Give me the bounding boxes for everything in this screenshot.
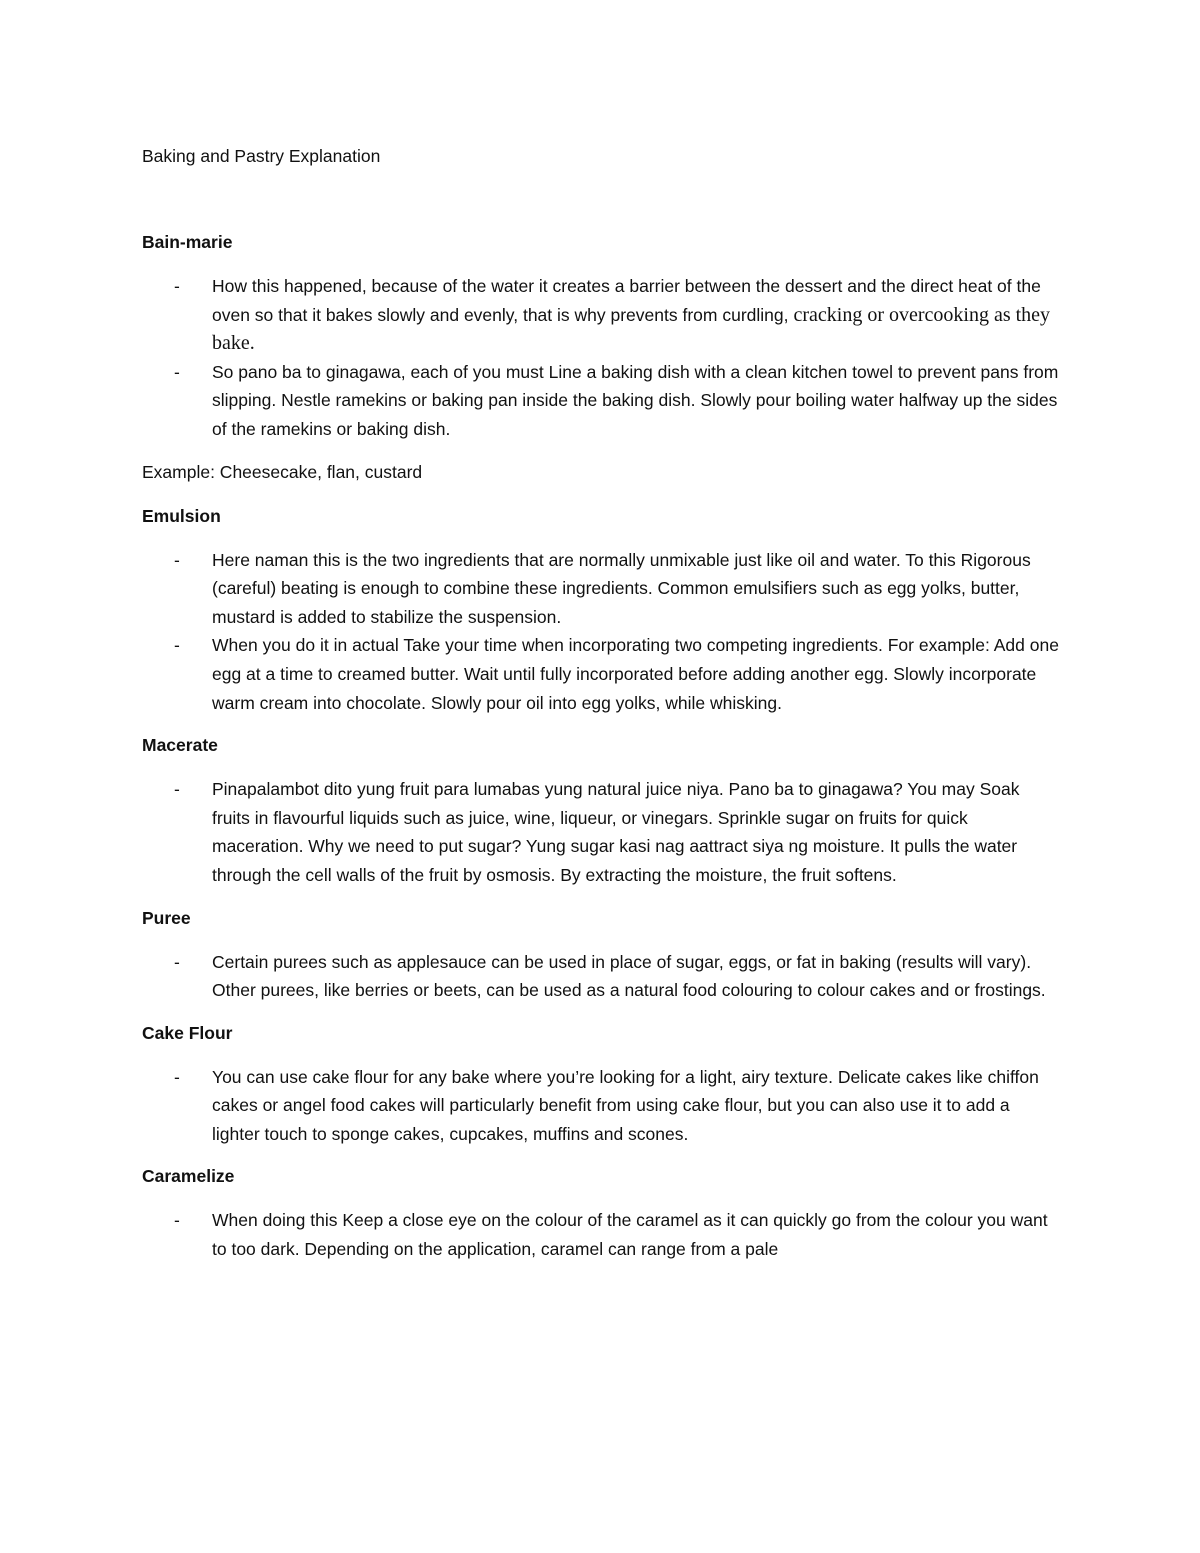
list-item-text: When you do it in actual Take your time when incorporating two competing ingredients. For example: Add one egg at a time to creamed butter. Wait until fully incorporated before adding another egg. Slowly incorporate warm cream into chocolate. Slowly pour oil into egg yolks, while whisking. <box>212 635 1059 713</box>
list-marker: - <box>174 549 180 570</box>
list-item-text: Here naman this is the two ingredients that are normally unmixable just like oil and water. To this Rigorous (careful) beating is enough to combine these ingredients. Common emulsifiers such as egg yolks, butter, mustard is added to stabilize the suspension. <box>212 549 1031 627</box>
section-heading: Emulsion <box>142 505 221 526</box>
list-item-text-tail: cracking or overcooking as they bake. <box>212 303 1051 355</box>
section-heading: Bain-marie <box>142 232 233 252</box>
list-item-text: Pinapalambot dito yung fruit para lumabas yung natural juice niya. Pano ba to ginagawa? You may Soak fruits in flavourful liquids such as juice, wine, liqueur, or vinegars. Sprinkle sugar on fruits for quick maceration. Why we need to put sugar? Yung sugar kasi nag aattract siya ng moisture. It pulls the water through the cell walls of the fruit by osmosis. By extracting the moisture, the fruit softens. <box>212 779 1020 885</box>
bullet-list <box>142 775 1062 889</box>
section-macerate <box>142 731 1062 889</box>
bullet-list <box>142 546 1062 718</box>
list-marker: - <box>174 276 180 296</box>
list-marker: - <box>174 1210 180 1231</box>
section-emulsion <box>142 502 1062 718</box>
list-item <box>142 631 1062 717</box>
list-item-text: How this happened, because of the water it creates a barrier between the dessert and the direct heat of the oven so that it bakes slowly and evenly, that is why prevents from curdling, <box>212 276 1041 325</box>
document-title: Baking and Pastry Explanation <box>142 146 381 166</box>
document-page <box>142 142 1062 1264</box>
example-line: Example: Cheesecake, flan, custard <box>142 461 423 482</box>
section-cake-flour <box>142 1019 1062 1149</box>
bullet-list <box>142 1206 1062 1263</box>
list-item <box>142 1206 1062 1263</box>
list-item <box>142 272 1062 358</box>
section-heading: Cake Flour <box>142 1022 233 1043</box>
list-item <box>142 1063 1062 1149</box>
section-heading: Puree <box>142 907 191 928</box>
list-marker: - <box>174 951 180 972</box>
section-heading: Macerate <box>142 735 218 756</box>
list-marker: - <box>174 361 180 382</box>
list-item-text: You can use cake flour for any bake where you’re looking for a light, airy texture. Delicate cakes like chiffon cakes or angel food cakes will particularly benefit from using cake flour, but you can also use it to add a lighter touch to sponge cakes, cupcakes, muffins and scones. <box>212 1066 1039 1144</box>
section-heading: Caramelize <box>142 1166 235 1187</box>
list-item <box>142 948 1062 1005</box>
section-caramelize <box>142 1162 1062 1263</box>
bullet-list <box>142 272 1062 444</box>
list-item-text: When doing this Keep a close eye on the colour of the caramel as it can quickly go from the colour you want to too dark. Depending on the application, caramel can range from a pale <box>212 1210 1048 1260</box>
list-item <box>142 775 1062 889</box>
list-item-text: Certain purees such as applesauce can be used in place of sugar, eggs, or fat in baking (results will vary). Other purees, like berries or beets, can be used as a natural food colouring to colour cakes and or frostings. <box>212 951 1046 1001</box>
list-marker: - <box>174 779 180 800</box>
list-marker: - <box>174 1066 180 1087</box>
section-bain-marie <box>142 228 1062 486</box>
list-item <box>142 546 1062 632</box>
list-marker: - <box>174 635 180 656</box>
list-item-text: So pano ba to ginagawa, each of you must Line a baking dish with a clean kitchen towel to prevent pans from slipping. Nestle ramekins or baking pan inside the baking dish. Slowly pour boiling water halfway up the sides of the ramekins or baking dish. <box>212 361 1059 439</box>
section-puree <box>142 904 1062 1005</box>
bullet-list <box>142 948 1062 1005</box>
list-item <box>142 358 1062 444</box>
bullet-list <box>142 1063 1062 1149</box>
